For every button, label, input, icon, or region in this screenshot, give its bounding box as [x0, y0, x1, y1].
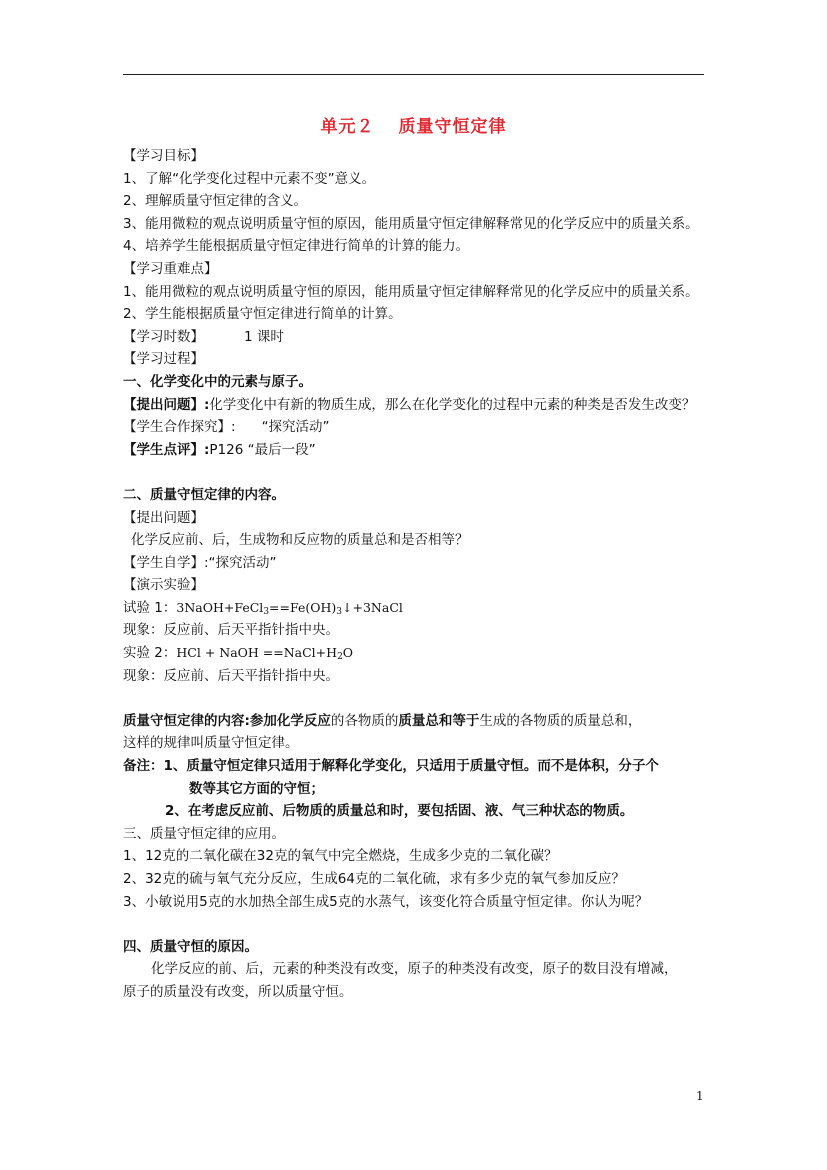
experiment-1-prefix: 试验 1： [123, 599, 177, 616]
key-point-item: 2、学生能根据质量守恒定律进行简单的计算。 [123, 306, 402, 323]
objective-item: 4、培养学生能根据质量守恒定律进行简单的计算的能力。 [123, 238, 470, 255]
section2-question-text: 化学反应前、后，生成物和反应物的质量总和是否相等？ [131, 532, 469, 549]
section1-explore-text: “探究活动” [261, 419, 330, 436]
experiment-2-prefix: 实验 2： [123, 645, 177, 662]
section1-review [123, 439, 713, 462]
objective-item: 3、能用微粒的观点说明质量守恒的原因，能用质量守恒定律解释常见的化学反应中的质量关系。 [123, 215, 699, 232]
key-points-heading: 【学习重难点】 [123, 260, 218, 277]
law-highlight-1: 参加化学反应 [249, 712, 331, 729]
hours-label: 【学习时数】 [123, 328, 204, 345]
law-label: 质量守恒定律的内容: [123, 712, 250, 729]
objectives-heading: 【学习目标】 [123, 148, 204, 164]
objective-item: 2、理解质量守恒定律的含义。 [123, 193, 308, 210]
experiment-1-observation: 现象：反应前、后天平指针指中央。 [123, 622, 339, 639]
process-heading: 【学习过程】 [123, 351, 204, 368]
section4-paragraph-cont: 原子的质量没有改变，所以质量守恒。 [123, 983, 353, 1000]
objective-item: 1、了解“化学变化过程中元素不变”意义。 [123, 170, 376, 187]
note-label: 备注： [123, 758, 164, 775]
section1-review-label: 【学生点评】: [123, 441, 210, 458]
application-item: 2、32克的硫与氧气充分反应，生成64克的二氧化硫，求有多少克的氧气参加反应？ [123, 871, 625, 887]
note-1 [123, 755, 713, 778]
section1-heading: 一、化学变化中的元素与原子。 [123, 373, 312, 390]
law-statement [123, 710, 713, 733]
note-2: 2、在考虑反应前、后物质的质量总和时，要包括固、液、气三种状态的物质。 [165, 803, 634, 820]
title-unit: 单元２ [320, 117, 375, 137]
section1-review-text: P126 “最后一段” [209, 441, 316, 458]
experiment-1 [123, 597, 713, 620]
section1-question-label: 【提出问题】: [123, 396, 210, 413]
experiment-2 [123, 642, 713, 665]
law-highlight-2: 质量总和等于 [398, 712, 480, 729]
experiment-1-formula: $3NaOH+FeCl_3==Fe(OH)_3↓+3NaCl$ [176, 599, 403, 617]
section1-question [123, 394, 713, 417]
title-topic: 质量守恒定律 [398, 117, 507, 137]
page-title [0, 112, 827, 137]
section2-question-label: 【提出问题】 [123, 509, 204, 526]
section4-paragraph: 化学反应的前、后，元素的种类没有改变，原子的种类没有改变，原子的数目没有增减， [151, 961, 678, 978]
section1-explore [123, 416, 713, 439]
document-body [123, 145, 713, 1004]
section2-heading: 二、质量守恒定律的内容。 [123, 486, 285, 503]
page-number: 1 [696, 1089, 704, 1103]
section3-heading: 三、质量守恒定律的应用。 [123, 825, 285, 842]
section1-explore-label: 【学生合作探究】: [123, 419, 236, 436]
hours-value: 1 课时 [244, 328, 284, 345]
section1-question-text: 化学变化中有新的物质生成，那么在化学变化的过程中元素的种类是否发生改变？ [209, 396, 696, 413]
law-text-2: 生成的各物质的质量总和， [479, 712, 642, 729]
note-1-cont: 数等其它方面的守恒； [189, 780, 324, 797]
law-statement-cont: 这样的规律叫质量守恒定律。 [123, 735, 299, 752]
section4-heading: 四、质量守恒的原因。 [123, 938, 258, 955]
section2-self-study: 【学生自学】:“探究活动” [123, 554, 277, 571]
key-point-item: 1、能用微粒的观点说明质量守恒的原因，能用质量守恒定律解释常见的化学反应中的质量关系。 [123, 283, 699, 300]
note-1-text: 1、质量守恒定律只适用于解释化学变化，只适用于质量守恒。而不是体积，分子个 [163, 758, 659, 775]
experiment-2-observation: 现象：反应前、后天平指针指中央。 [123, 667, 339, 684]
section2-demo-label: 【演示实验】 [123, 577, 204, 594]
hours-row [123, 326, 713, 349]
application-item: 1、12克的二氧化碳在32克的氧气中完全燃烧，生成多少克的二氧化碳？ [123, 848, 558, 865]
header-rule [123, 74, 704, 75]
experiment-2-formula: HCl + NaOH $==NaCl+H_2O$ [176, 645, 354, 663]
application-item: 3、小敏说用5克的水加热全部生成5克的水蒸气，该变化符合质量守恒定律。你认为呢？ [123, 893, 649, 910]
law-text-1: 的各物质的 [330, 712, 399, 729]
